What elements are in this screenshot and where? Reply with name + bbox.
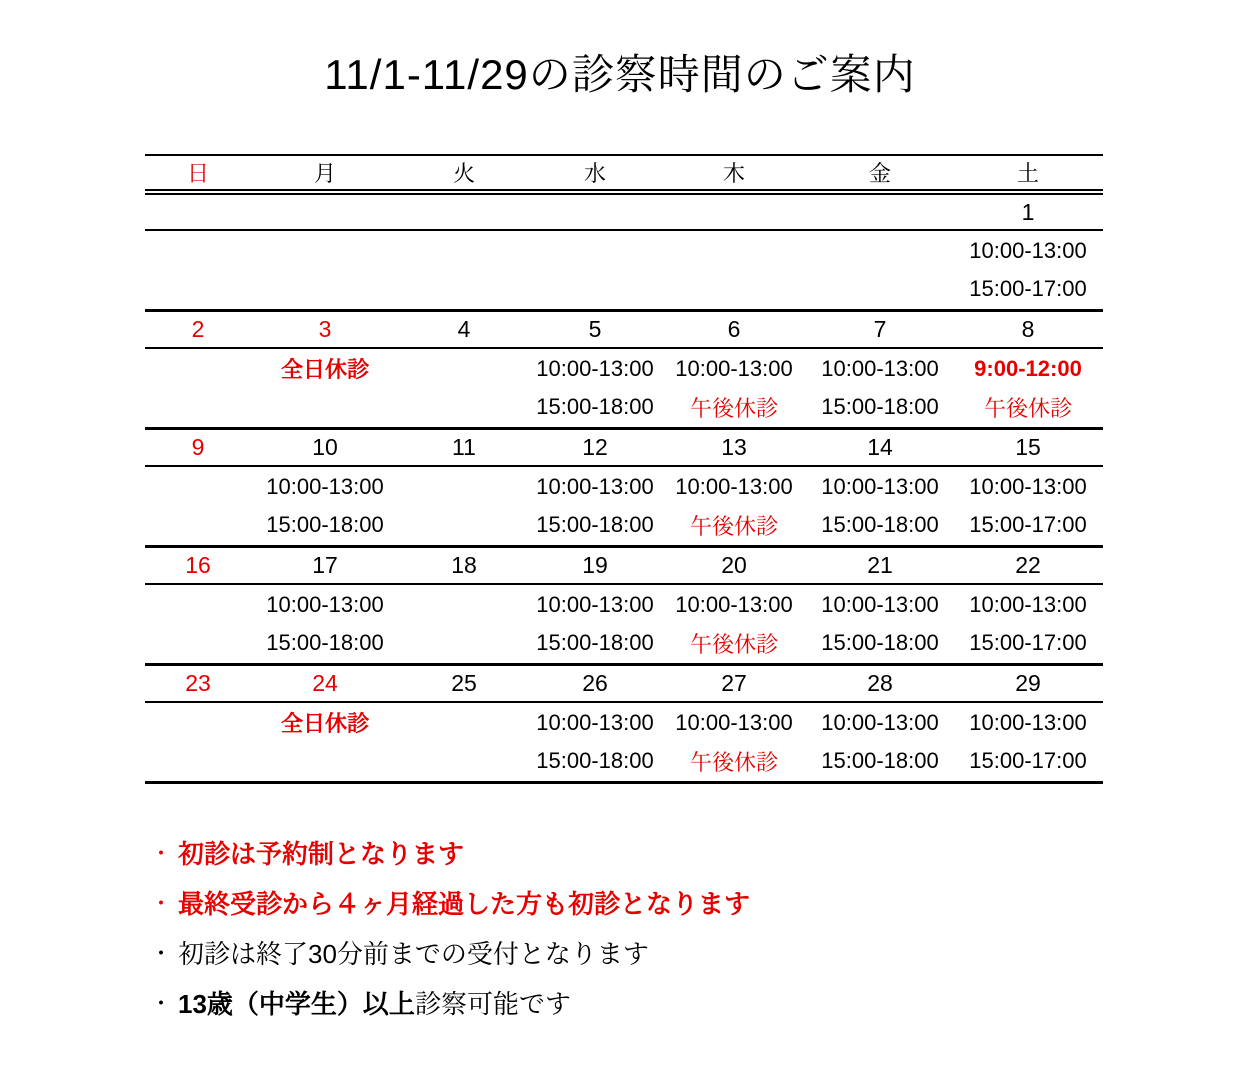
note-bullet: ・ [150, 941, 173, 966]
am-time-cell [145, 584, 251, 624]
note-text: 最終受診から４ヶ月経過した方も初診となります [178, 889, 751, 919]
date-cell: 14 [867, 433, 893, 460]
pm-time-cell: 午後休診 [983, 395, 1072, 421]
pm-time-cell: 15:00-17:00 [969, 512, 1087, 538]
date-cell: 17 [312, 551, 338, 578]
note-line [150, 928, 1240, 978]
pm-time-cell: 15:00-18:00 [821, 394, 939, 420]
am-time-cell [145, 348, 251, 388]
note-line [150, 978, 1240, 1028]
week-group [145, 546, 1103, 664]
am-time-cell: 10:00-13:00 [969, 709, 1087, 735]
pm-time-cell: 15:00-18:00 [821, 630, 939, 656]
pm-time-cell: 15:00-17:00 [969, 276, 1087, 302]
am-time-cell [661, 230, 807, 270]
weekday-cell: 火 [452, 161, 475, 186]
date-cell: 2 [191, 315, 205, 342]
am-time-cell [251, 230, 399, 270]
date-cell: 26 [582, 669, 608, 696]
note-text: 診察可能です [414, 989, 571, 1019]
date-cell: 27 [721, 669, 747, 696]
note-text: 初診は終了30分前までの受付となります [178, 939, 649, 969]
date-cell: 7 [873, 315, 887, 342]
week-pm-row [145, 624, 1103, 664]
pm-time-cell [145, 388, 251, 428]
date-cell: 18 [451, 551, 477, 578]
note-bullet: ・ [150, 841, 173, 866]
am-time-cell [399, 584, 529, 624]
pm-time-cell [399, 270, 529, 310]
am-time-cell [399, 348, 529, 388]
pm-time-cell [251, 270, 399, 310]
am-time-cell: 10:00-13:00 [536, 355, 654, 381]
am-time-cell: 10:00-13:00 [821, 355, 939, 381]
pm-time-cell [807, 270, 953, 310]
pm-time-cell [529, 270, 661, 310]
date-cell: 19 [582, 551, 608, 578]
am-time-cell: 10:00-13:00 [969, 473, 1087, 499]
am-time-cell: 9:00-12:00 [974, 355, 1082, 381]
am-time-cell: 10:00-13:00 [536, 591, 654, 617]
week-am-row [145, 230, 1103, 270]
pm-time-cell: 15:00-18:00 [536, 630, 654, 656]
am-time-cell: 全日休診 [280, 357, 369, 382]
weekday-cell: 金 [868, 161, 891, 186]
am-time-cell: 10:00-13:00 [266, 591, 384, 617]
note-line [150, 878, 1240, 928]
am-time-cell: 全日休診 [280, 711, 369, 736]
note-bullet: ・ [150, 991, 173, 1016]
pm-time-cell [251, 742, 399, 782]
week-am-row [145, 584, 1103, 624]
weekday-cell: 水 [583, 161, 606, 186]
week-dates-row [145, 664, 1103, 702]
schedule-calendar [145, 154, 1103, 784]
pm-time-cell [145, 624, 251, 664]
pm-time-cell: 15:00-18:00 [821, 748, 939, 774]
week-dates-row [145, 310, 1103, 348]
am-time-cell: 10:00-13:00 [536, 709, 654, 735]
date-cell: 12 [582, 433, 608, 460]
am-time-cell: 10:00-13:00 [821, 709, 939, 735]
schedule-notice-page [0, 42, 1240, 1090]
pm-time-cell [251, 388, 399, 428]
am-time-cell: 10:00-13:00 [536, 473, 654, 499]
pm-time-cell: 午後休診 [689, 513, 778, 539]
date-cell: 6 [727, 315, 741, 342]
note-line [150, 828, 1240, 878]
weekday-cell: 木 [722, 161, 745, 186]
date-cell: 4 [457, 315, 471, 342]
week-group [145, 310, 1103, 428]
pm-time-cell: 15:00-17:00 [969, 630, 1087, 656]
pm-time-cell: 15:00-18:00 [266, 630, 384, 656]
date-cell: 8 [1021, 315, 1035, 342]
date-cell [529, 192, 661, 230]
pm-time-cell: 15:00-18:00 [536, 394, 654, 420]
week-group [145, 192, 1103, 310]
am-time-cell [145, 230, 251, 270]
date-cell: 10 [312, 433, 338, 460]
pm-time-cell: 15:00-18:00 [821, 512, 939, 538]
pm-time-cell [399, 624, 529, 664]
am-time-cell: 10:00-13:00 [821, 591, 939, 617]
am-time-cell [145, 466, 251, 506]
date-cell [661, 192, 807, 230]
notes-section [150, 828, 1240, 1028]
am-time-cell: 10:00-13:00 [675, 591, 793, 617]
pm-time-cell: 午後休診 [689, 631, 778, 657]
date-cell: 3 [318, 315, 332, 342]
am-time-cell: 10:00-13:00 [969, 237, 1087, 263]
pm-time-cell: 午後休診 [689, 749, 778, 775]
weekday-row [145, 155, 1103, 192]
pm-time-cell [145, 506, 251, 546]
week-dates-row [145, 192, 1103, 230]
am-time-cell: 10:00-13:00 [266, 473, 384, 499]
am-time-cell [399, 702, 529, 742]
date-cell: 21 [867, 551, 893, 578]
week-dates-row [145, 428, 1103, 466]
date-cell: 22 [1015, 551, 1041, 578]
date-cell: 13 [721, 433, 747, 460]
week-am-row [145, 348, 1103, 388]
week-pm-row [145, 270, 1103, 310]
date-cell [145, 192, 251, 230]
pm-time-cell [399, 506, 529, 546]
week-am-row [145, 466, 1103, 506]
week-pm-row [145, 506, 1103, 546]
am-time-cell: 10:00-13:00 [821, 473, 939, 499]
week-group [145, 428, 1103, 546]
week-pm-row [145, 388, 1103, 428]
date-cell [807, 192, 953, 230]
date-cell [399, 192, 529, 230]
date-cell: 23 [185, 669, 211, 696]
am-time-cell [145, 702, 251, 742]
date-cell: 25 [451, 669, 477, 696]
date-cell: 9 [191, 433, 205, 460]
pm-time-cell: 午後休診 [689, 395, 778, 421]
weekday-cell: 日 [186, 161, 209, 186]
date-cell: 11 [452, 433, 476, 460]
date-cell: 29 [1015, 669, 1041, 696]
week-pm-row [145, 742, 1103, 782]
am-time-cell: 10:00-13:00 [675, 473, 793, 499]
am-time-cell [529, 230, 661, 270]
date-cell: 5 [588, 315, 602, 342]
note-text: 13歳（中学生）以上 [178, 989, 415, 1019]
pm-time-cell [399, 388, 529, 428]
pm-time-cell [145, 742, 251, 782]
am-time-cell: 10:00-13:00 [969, 591, 1087, 617]
pm-time-cell: 15:00-18:00 [536, 748, 654, 774]
week-am-row [145, 702, 1103, 742]
am-time-cell [807, 230, 953, 270]
pm-time-cell: 15:00-18:00 [266, 512, 384, 538]
date-cell: 20 [721, 551, 747, 578]
pm-time-cell: 15:00-18:00 [536, 512, 654, 538]
pm-time-cell [145, 270, 251, 310]
note-bullet: ・ [150, 891, 173, 916]
week-group [145, 664, 1103, 782]
pm-time-cell: 15:00-17:00 [969, 748, 1087, 774]
pm-time-cell [399, 742, 529, 782]
page-title: 11/1-11/29の診察時間のご案内 [324, 51, 916, 98]
date-cell: 15 [1015, 433, 1041, 460]
date-cell [251, 192, 399, 230]
date-cell: 28 [867, 669, 893, 696]
am-time-cell: 10:00-13:00 [675, 709, 793, 735]
date-cell: 16 [185, 551, 211, 578]
am-time-cell [399, 466, 529, 506]
note-text: 初診は予約制となります [178, 839, 465, 869]
am-time-cell: 10:00-13:00 [675, 355, 793, 381]
date-cell: 1 [1021, 198, 1035, 225]
am-time-cell [399, 230, 529, 270]
weekday-cell: 月 [313, 161, 336, 186]
pm-time-cell [661, 270, 807, 310]
week-dates-row [145, 546, 1103, 584]
date-cell: 24 [312, 669, 338, 696]
weekday-cell: 土 [1016, 161, 1039, 186]
